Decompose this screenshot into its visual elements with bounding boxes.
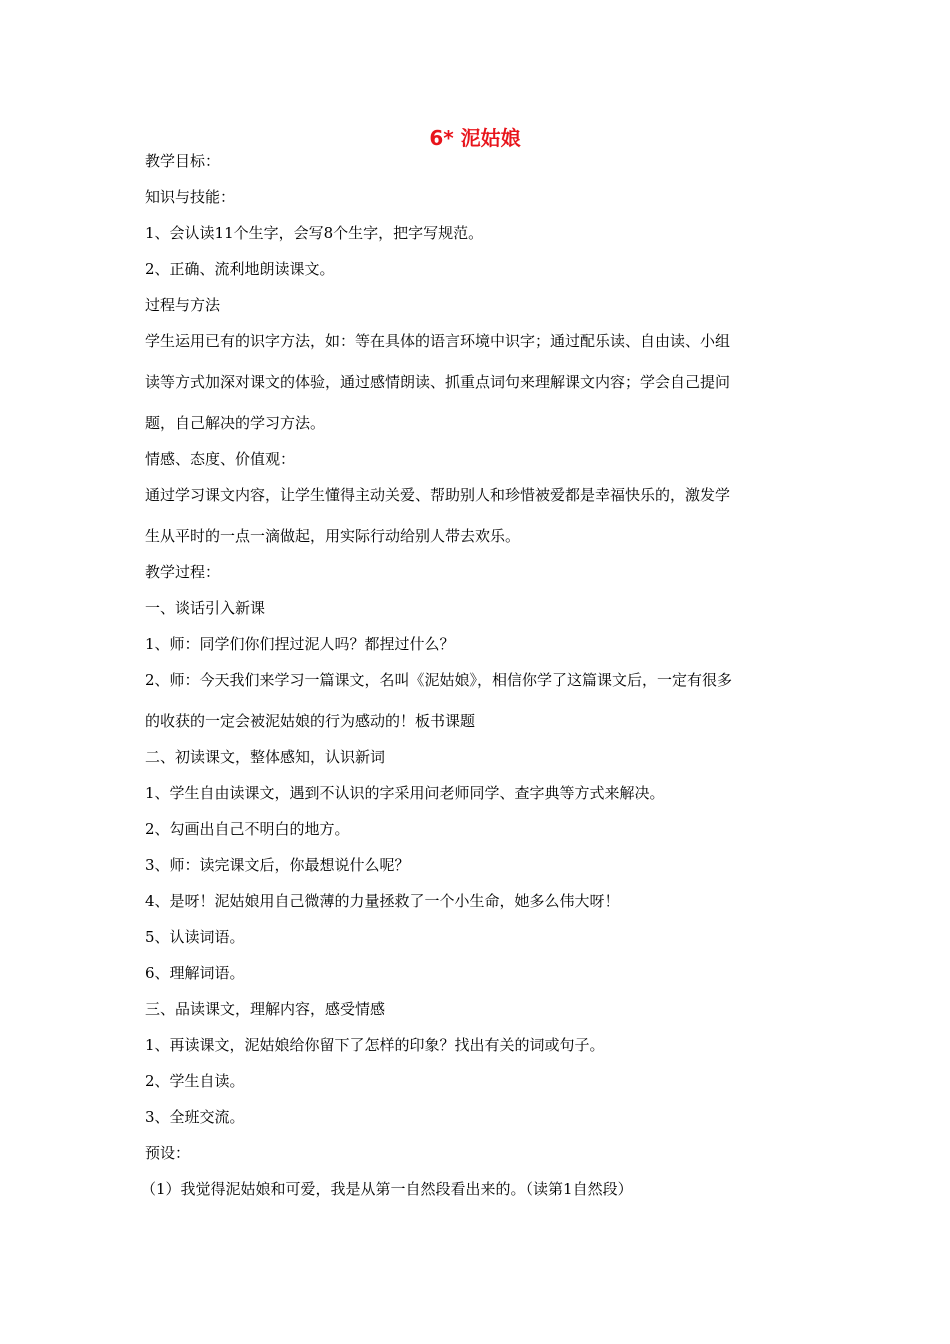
goal-item-2: 2、正确、流利地朗读课文。 bbox=[145, 260, 335, 278]
paragraph-line: 2、师：今天我们来学习一篇课文，名叫《泥姑娘》，相信你学了这篇课文后，一定有很多 bbox=[145, 671, 733, 689]
paragraph-line: 生从平时的一点一滴做起，用实际行动给别人带去欢乐。 bbox=[145, 527, 521, 545]
paragraph-line: 读等方式加深对课文的体验，通过感情朗读、抓重点词句来理解课文内容；学会自己提问 bbox=[145, 373, 731, 391]
heading-process-method: 过程与方法 bbox=[145, 296, 221, 314]
document-title: 6* 泥姑娘 bbox=[429, 126, 521, 150]
paragraph-line: 的收获的一定会被泥姑娘的行为感动的！板书课题 bbox=[145, 712, 476, 730]
paragraph-process-method bbox=[145, 330, 807, 434]
paragraph-line: 通过学习课文内容，让学生懂得主动关爱、帮助别人和珍惜被爱都是幸福快乐的，激发学 bbox=[145, 486, 731, 504]
paragraph-line: 题，自己解决的学习方法。 bbox=[145, 414, 326, 432]
section-3-item-3: 3、全班交流。 bbox=[145, 1108, 245, 1126]
paragraph-emotion-values bbox=[145, 484, 807, 547]
section-2-item-5: 5、认读词语。 bbox=[145, 928, 245, 946]
section-3-item-2: 2、学生自读。 bbox=[145, 1072, 245, 1090]
section-2-item-3: 3、师：读完课文后，你最想说什么呢？ bbox=[145, 856, 410, 874]
section-2-item-6: 6、理解词语。 bbox=[145, 964, 245, 982]
goal-item-1: 1、会认读11个生字，会写8个生字，把字写规范。 bbox=[145, 224, 484, 242]
section-2-heading: 二、初读课文，整体感知，认识新词 bbox=[145, 748, 386, 766]
section-3-heading: 三、品读课文，理解内容，感受情感 bbox=[145, 1000, 386, 1018]
section-1-item-1: 1、师：同学们你们捏过泥人吗？都捏过什么？ bbox=[145, 635, 455, 653]
section-2-item-1: 1、学生自由读课文，遇到不认识的字采用问老师同学、查字典等方式来解决。 bbox=[145, 784, 665, 802]
section-1-heading: 一、谈话引入新课 bbox=[145, 599, 266, 617]
heading-teaching-process: 教学过程： bbox=[145, 563, 221, 581]
heading-teaching-goals: 教学目标： bbox=[145, 152, 221, 170]
heading-knowledge-skills: 知识与技能： bbox=[145, 188, 236, 206]
section-1-item-2 bbox=[145, 669, 807, 732]
section-3-item-1: 1、再读课文，泥姑娘给你留下了怎样的印象？找出有关的词或句子。 bbox=[145, 1036, 605, 1054]
preset-label: 预设： bbox=[145, 1144, 191, 1162]
preset-item-1: （1）我觉得泥姑娘和可爱，我是从第一自然段看出来的。（读第1自然段） bbox=[141, 1180, 633, 1198]
heading-emotion-values: 情感、态度、价值观： bbox=[145, 450, 296, 468]
section-2-item-2: 2、勾画出自己不明白的地方。 bbox=[145, 820, 350, 838]
section-2-item-4: 4、是呀！泥姑娘用自己微薄的力量拯救了一个小生命，她多么伟大呀！ bbox=[145, 892, 620, 910]
paragraph-line: 学生运用已有的识字方法，如：等在具体的语言环境中识字；通过配乐读、自由读、小组 bbox=[145, 332, 731, 350]
document-body bbox=[141, 150, 807, 1200]
